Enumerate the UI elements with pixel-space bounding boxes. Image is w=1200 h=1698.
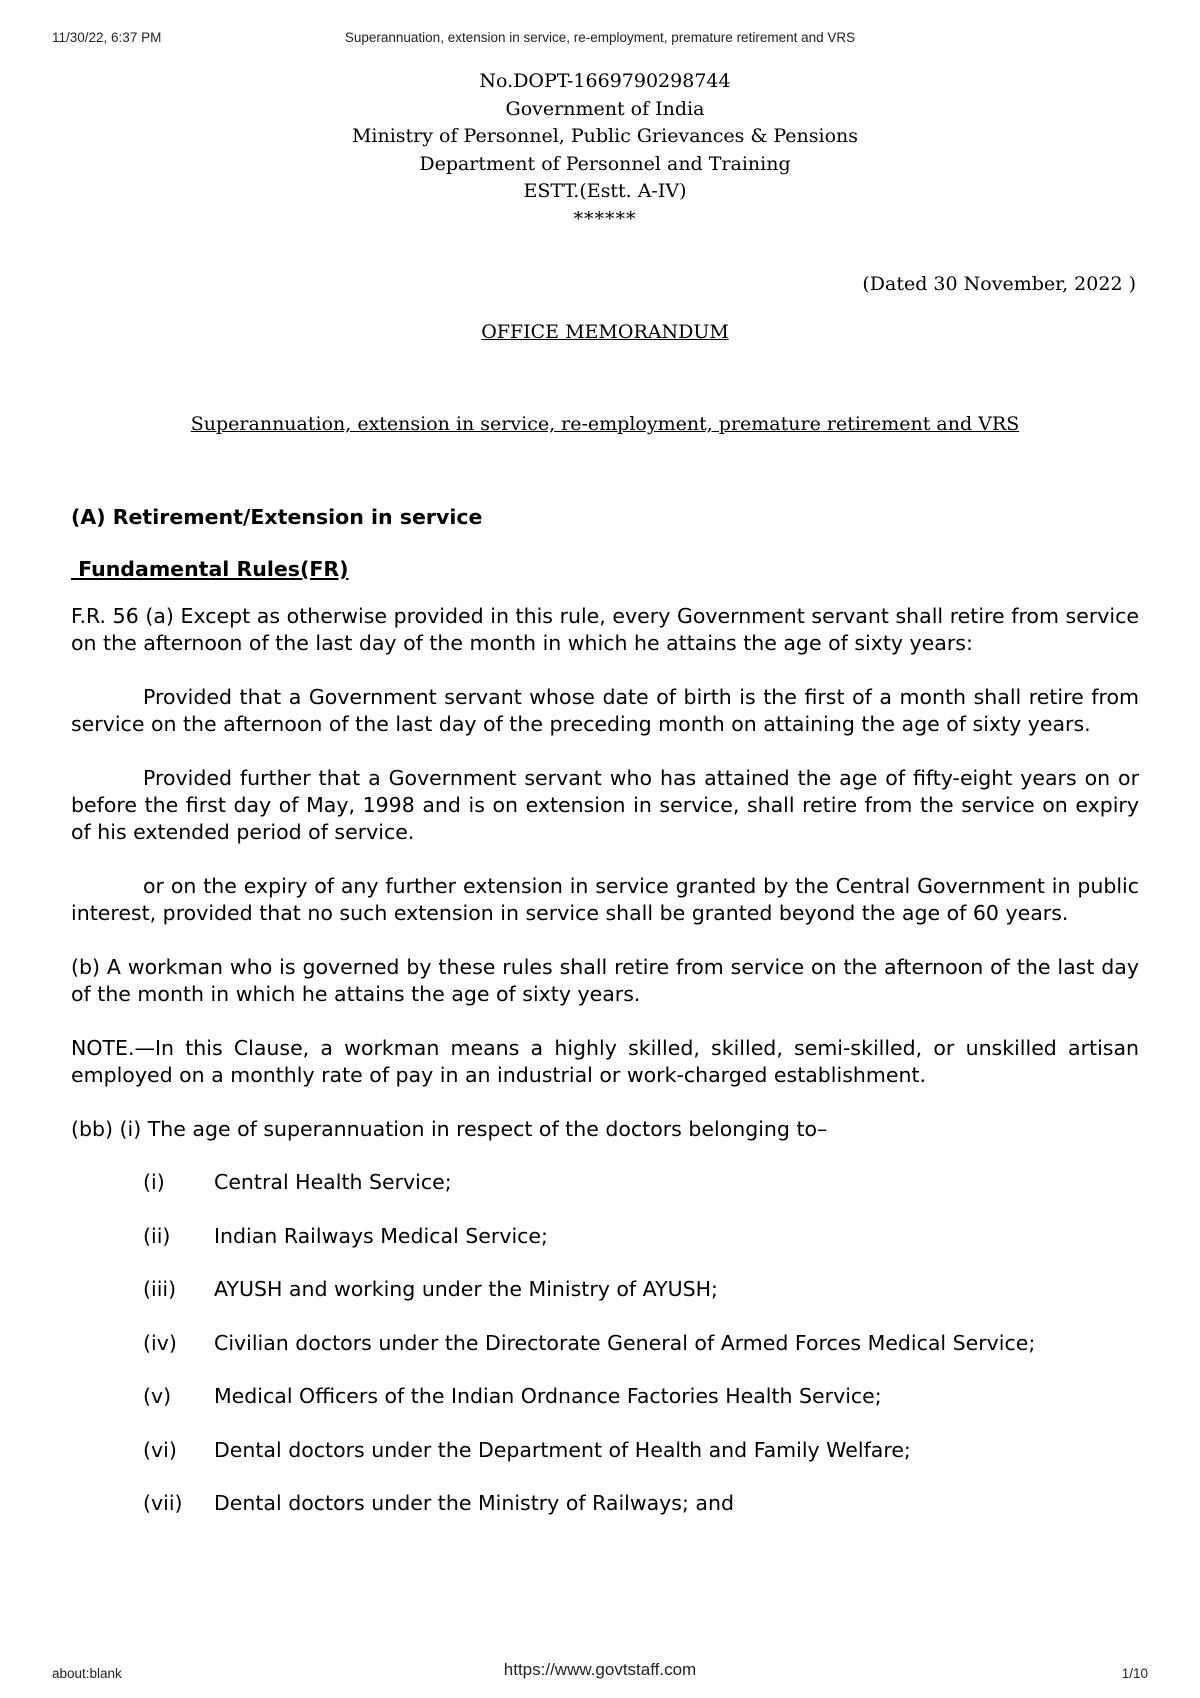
print-timestamp: 11/30/22, 6:37 PM	[52, 30, 162, 45]
print-footer	[52, 1660, 1148, 1684]
list-item	[71, 1223, 1139, 1277]
list-item	[71, 1437, 1139, 1491]
paragraph-proviso-2: Provided further that a Government servant who has attained the age of fifty-eight years on or before the first day of May, 1998 and is on extension in service, shall retire from the service on expiry of his extended period of service.	[71, 766, 1139, 844]
doctor-services-list	[71, 1169, 1139, 1544]
footer-source-link[interactable]: https://www.govtstaff.com	[503, 1660, 697, 1679]
list-item-text: Dental doctors under the Department of Health and Family Welfare;	[214, 1437, 911, 1462]
list-item-text: Dental doctors under the Ministry of Railways; and	[214, 1491, 734, 1515]
paragraph-note: NOTE.—In this Clause, a workman means a highly skilled, skilled, semi-skilled, or unskilled artisan employed on a monthly rate of pay in an industrial or work-charged establishment.	[71, 1036, 1139, 1087]
list-item-number: (iv)	[143, 1330, 177, 1355]
print-document-title: Superannuation, extension in service, re-employment, premature retirement and VRS	[344, 30, 856, 45]
memo-number: No.DOPT-1669790298744	[479, 70, 731, 92]
list-item-number: (vii)	[143, 1491, 183, 1515]
list-item-text: Civilian doctors under the Directorate General of Armed Forces Medical Service;	[214, 1330, 1036, 1355]
list-item-number: (ii)	[143, 1223, 171, 1248]
list-item	[71, 1490, 1139, 1544]
list-item	[71, 1330, 1139, 1384]
list-item-text: AYUSH and working under the Ministry of AYUSH;	[214, 1277, 718, 1301]
ministry-name: Ministry of Personnel, Public Grievances & Pensions	[351, 125, 859, 147]
list-item-text: Indian Railways Medical Service;	[214, 1223, 548, 1248]
office-memorandum-heading: OFFICE MEMORANDUM	[481, 321, 729, 343]
paragraph-proviso-3: or on the expiry of any further extension in service granted by the Central Government in public interest, provided that no such extension in service shall be granted beyond the age of 60 years.	[71, 874, 1139, 925]
list-item-number: (vi)	[143, 1437, 177, 1462]
paragraph-fr56b: (b) A workman who is governed by these rules shall retire from service on the afternoon of the last day of the month in which he attains the age of sixty years.	[71, 955, 1139, 1006]
list-item	[71, 1169, 1139, 1223]
section-a-title: (A) Retirement/Extension in service	[71, 505, 483, 529]
list-item-number: (v)	[143, 1384, 172, 1408]
government-name: Government of India	[505, 97, 705, 120]
list-item-text: Medical Officers of the Indian Ordnance Factories Health Service;	[214, 1384, 882, 1408]
memo-subject: Superannuation, extension in service, re-employment, premature retirement and VRS	[190, 413, 1020, 435]
fundamental-rules-heading: Fundamental Rules(FR)	[71, 557, 349, 581]
paragraph-fr56bb: (bb) (i) The age of superannuation in respect of the doctors belonging to–	[71, 1117, 828, 1141]
memo-date: (Dated 30 November, 2022 )	[862, 273, 1136, 295]
print-header	[52, 30, 1148, 48]
page-number: 1/10	[1121, 1666, 1148, 1681]
rules-body	[71, 603, 1139, 1544]
department-name: Department of Personnel and Training	[419, 152, 791, 175]
paragraph-proviso-1: Provided that a Government servant whose date of birth is the first of a month shall retire from service on the afternoon of the last day of the preceding month on attaining the age of sixty years.	[71, 685, 1139, 736]
list-item-number: (iii)	[143, 1277, 177, 1301]
memo-header	[71, 68, 1139, 233]
list-item	[71, 1383, 1139, 1437]
paragraph-fr56a: F.R. 56 (a) Except as otherwise provided in this rule, every Government servant shall retire from service on the afternoon of the last day of the month in which he attains the age of sixty years:	[71, 604, 1139, 655]
separator-stars: ******	[573, 207, 637, 230]
list-item-text: Central Health Service;	[214, 1170, 452, 1194]
list-item	[71, 1276, 1139, 1330]
section-name: ESTT.(Estt. A-IV)	[523, 180, 687, 202]
list-item-number: (i)	[143, 1170, 165, 1194]
footer-url-blank: about:blank	[52, 1666, 122, 1681]
document-page	[71, 68, 1139, 1544]
